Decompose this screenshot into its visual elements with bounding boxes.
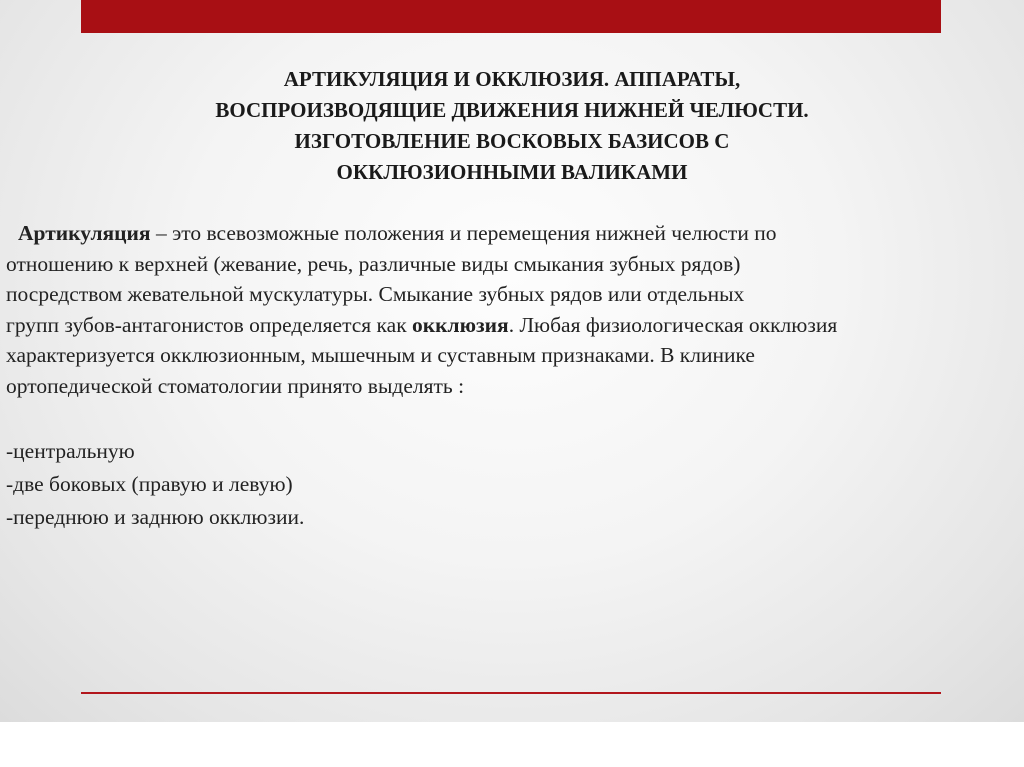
title-line-2: ВОСПРОИЗВОДЯЩИЕ ДВИЖЕНИЯ НИЖНЕЙ ЧЕЛЮСТИ. — [215, 98, 809, 122]
list-item: -две боковых (правую и левую) — [6, 472, 293, 496]
top-accent-bar — [81, 0, 941, 33]
paragraph-line-4 — [6, 310, 1024, 341]
paragraph-line-4-start: групп зубов-антагонистов определяется как — [6, 312, 413, 337]
paragraph-line-5: характеризуется окклюзионным, мышечным и суставным признаками. В клинике — [6, 343, 755, 367]
paragraph-line-3: посредством жевательной мускулатуры. Смыкание зубных рядов или отдельных — [6, 282, 745, 306]
term-articulation: Артикуляция — [18, 221, 151, 245]
list-item: -переднюю и заднюю окклюзии. — [6, 505, 305, 529]
title-line-1: АРТИКУЛЯЦИЯ И ОККЛЮЗИЯ. АППАРАТЫ, — [283, 67, 741, 91]
paragraph-line-1 — [6, 218, 1024, 249]
slide-title — [80, 64, 944, 188]
list-item: -центральную — [6, 439, 135, 463]
body-paragraph — [6, 218, 1024, 401]
term-occlusion: окклюзия — [412, 312, 509, 337]
title-line-3: ИЗГОТОВЛЕНИЕ ВОСКОВЫХ БАЗИСОВ С — [294, 129, 730, 153]
title-line-4: ОККЛЮЗИОННЫМИ ВАЛИКАМИ — [336, 160, 688, 184]
bottom-divider — [81, 692, 941, 694]
paragraph-line-6: ортопедической стоматологии принято выделять : — [6, 373, 465, 398]
paragraph-line-4-end: . Любая физиологическая окклюзия — [508, 312, 838, 337]
paragraph-line-1-rest: – это всевозможные положения и перемещения нижней челюсти по — [150, 221, 777, 245]
occlusion-list — [6, 435, 304, 534]
paragraph-line-2: отношению к верхней (жевание, речь, различные виды смыкания зубных рядов) — [6, 251, 741, 276]
